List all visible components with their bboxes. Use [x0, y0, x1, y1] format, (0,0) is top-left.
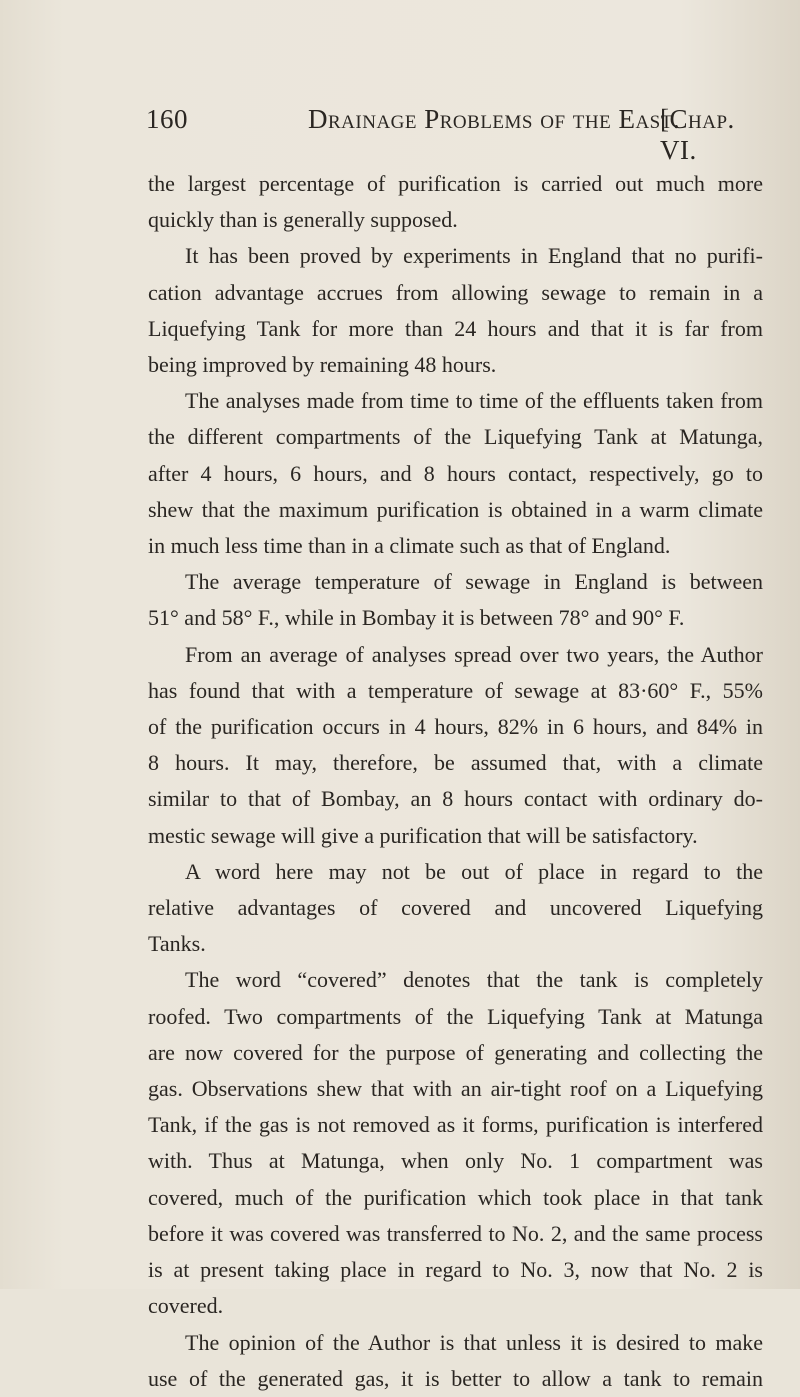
text-line: The analyses made from time to time of the effluents taken from — [185, 388, 763, 414]
paragraph — [148, 383, 763, 564]
text-line: of the purification occurs in 4 hours, 82% in 6 hours, and 84% in — [148, 714, 763, 740]
text-line: A word here may not be out of place in regard to the — [185, 858, 763, 884]
paragraph — [148, 1325, 763, 1397]
running-title: Drainage Problems of the East. — [308, 104, 681, 134]
text-line: Liquefying Tank for more than 24 hours and that it is far from — [148, 315, 763, 341]
text-line: 51° and 58° F., while in Bombay it is between 78° and 90° F. — [148, 605, 685, 631]
text-line: cation advantage accrues from allowing sewage to remain in a — [148, 279, 763, 305]
text-line: being improved by remaining 48 hours. — [148, 352, 497, 378]
page-number: 160 — [146, 104, 188, 134]
chapter-reference: [Chap. VI. — [660, 104, 735, 165]
text-line: The opinion of the Author is that unless it is desired to make — [185, 1329, 763, 1355]
text-line: Tanks. — [148, 931, 206, 957]
text-line: the largest percentage of purification is carried out much more — [148, 171, 763, 196]
text-line: gas. Observations shew that with an air-tight roof on a Liquefying — [148, 1076, 763, 1102]
text-line: similar to that of Bombay, an 8 hours contact with ordinary do- — [148, 786, 763, 812]
text-line: Tank, if the gas is not removed as it forms, purification is interfered — [148, 1112, 763, 1138]
text-line: shew that the maximum purification is obtained in a warm climate — [148, 496, 763, 522]
text-line: after 4 hours, 6 hours, and 8 hours contact, respectively, go to — [148, 460, 763, 486]
text-line: relative advantages of covered and uncovered Liquefying — [148, 895, 763, 921]
paragraph — [148, 166, 763, 238]
text-line: in much less time than in a climate such as that of England. — [148, 533, 671, 559]
text-line: quickly than is generally supposed. — [148, 207, 458, 233]
text-line: covered, much of the purification which took place in that tank — [148, 1184, 763, 1210]
text-line: roofed. Two compartments of the Liquefying Tank at Matunga — [148, 1003, 763, 1029]
text-line: It has been proved by experiments in England that no purifi- — [185, 243, 763, 269]
paragraph — [148, 854, 763, 963]
text-line: mestic sewage will give a purification that will be satisfactory. — [148, 822, 698, 848]
text-line: the different compartments of the Liquefying Tank at Matunga, — [148, 424, 763, 450]
text-line: with. Thus at Matunga, when only No. 1 compartment was — [148, 1148, 763, 1174]
paragraph — [148, 238, 763, 383]
paragraph — [148, 564, 763, 636]
paragraph — [148, 637, 763, 854]
text-line: is at present taking place in regard to No. 3, now that No. 2 is — [148, 1257, 763, 1283]
body-text — [148, 166, 763, 1397]
text-line: are now covered for the purpose of generating and collecting the — [148, 1039, 763, 1065]
text-line: The word “covered” denotes that the tank is completely — [185, 967, 763, 993]
running-header — [120, 104, 760, 165]
text-line: before it was covered was transferred to No. 2, and the same process — [148, 1220, 763, 1246]
text-line: From an average of analyses spread over two years, the Author — [185, 641, 763, 667]
text-line: 8 hours. It may, therefore, be assumed that, with a climate — [148, 750, 763, 776]
text-line: The average temperature of sewage in England is between — [185, 569, 763, 595]
text-line: covered. — [148, 1293, 224, 1319]
text-line: has found that with a temperature of sewage at 83·60° F., 55% — [148, 677, 763, 703]
paragraph — [148, 962, 763, 1324]
text-line: use of the generated gas, it is better to allow a tank to remain — [148, 1365, 763, 1391]
